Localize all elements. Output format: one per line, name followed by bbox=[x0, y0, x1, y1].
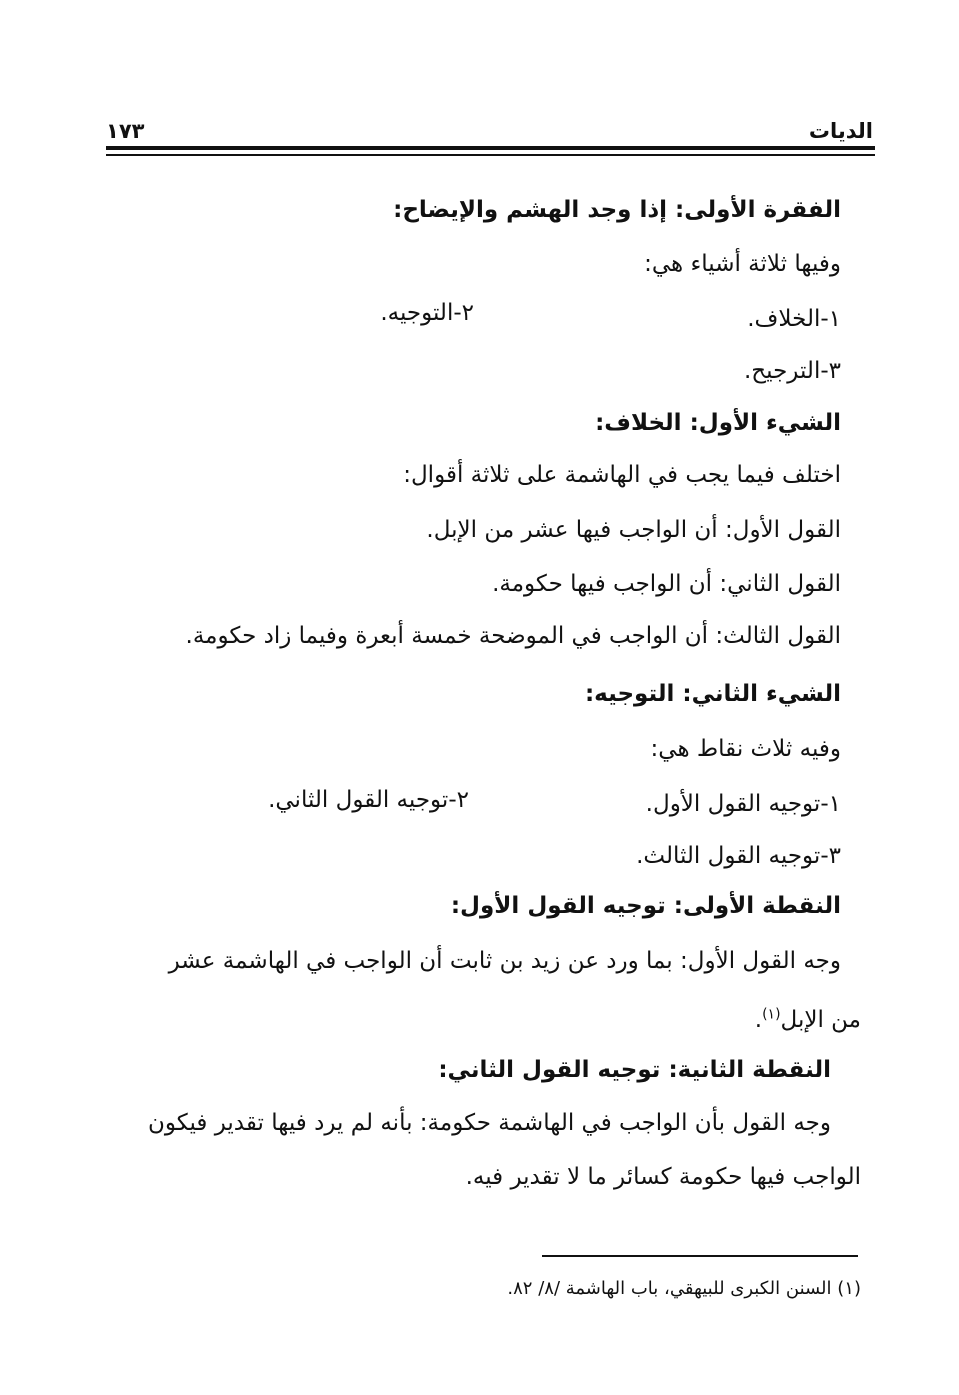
footnote-1: (١) السنن الكبرى للبيهقي، باب الهاشمة /٨/ ٨٢. bbox=[507, 1278, 861, 1299]
point1-heading: النقطة الأولى: توجيه القول الأول: bbox=[450, 893, 841, 919]
list2-item1: ١-توجيه القول الأول. bbox=[645, 791, 841, 817]
page-number: ١٧٣ bbox=[106, 119, 145, 143]
thing1-intro: اختلف فيما يجب في الهاشمة على ثلاثة أقوال: bbox=[403, 462, 841, 488]
thing2-intro: وفيه ثلاث نقاط هي: bbox=[650, 736, 841, 762]
header-rule-thick bbox=[106, 146, 875, 150]
footnote-ref-1: (١) bbox=[762, 1006, 781, 1023]
point1-text-line2-words: من الإبل bbox=[780, 1007, 861, 1033]
list1-item1: ١-الخلاف. bbox=[747, 306, 841, 332]
point2-text-line2: الواجب فيها حكومة كسائر ما لا تقدير فيه. bbox=[465, 1164, 861, 1190]
para1-heading: الفقرة الأولى: إذا وجد الهشم والإيضاح: bbox=[393, 197, 841, 223]
thing2-heading: الشيء الثاني: التوجيه: bbox=[584, 681, 841, 707]
thing1-heading: الشيء الأول: الخلاف: bbox=[595, 410, 841, 436]
point2-text-line1: وجه القول بأن الواجب في الهاشمة حكومة: بأنه لم يرد فيها تقدير فيكون bbox=[147, 1110, 831, 1136]
point1-text-end: . bbox=[754, 1007, 763, 1033]
point2-heading: النقطة الثانية: توجيه القول الثاني: bbox=[438, 1057, 831, 1083]
para1-intro: وفيها ثلاثة أشياء هي: bbox=[644, 251, 841, 277]
list1-item2: ٢-التوجيه. bbox=[380, 300, 474, 326]
running-header-title: الديات bbox=[808, 119, 873, 143]
point1-text-line1: وجه القول الأول: بما ورد عن زيد بن ثابت أن الواجب في الهاشمة عشر bbox=[168, 948, 841, 974]
opinion-3: القول الثالث: أن الواجب في الموضحة خمسة أبعرة وفيما زاد حكومة. bbox=[185, 623, 841, 649]
list2-item3: ٣-توجيه القول الثالث. bbox=[636, 843, 841, 869]
opinion-1: القول الأول: أن الواجب فيها عشر من الإبل. bbox=[426, 517, 841, 543]
point1-text-line2 bbox=[755, 1003, 861, 1037]
footnote-separator bbox=[542, 1255, 858, 1257]
list1-item3: ٣-الترجيح. bbox=[743, 358, 841, 384]
opinion-2: القول الثاني: أن الواجب فيها حكومة. bbox=[492, 571, 841, 597]
header-rule-thin bbox=[106, 154, 875, 156]
list2-item2: ٢-توجيه القول الثاني. bbox=[268, 787, 469, 813]
